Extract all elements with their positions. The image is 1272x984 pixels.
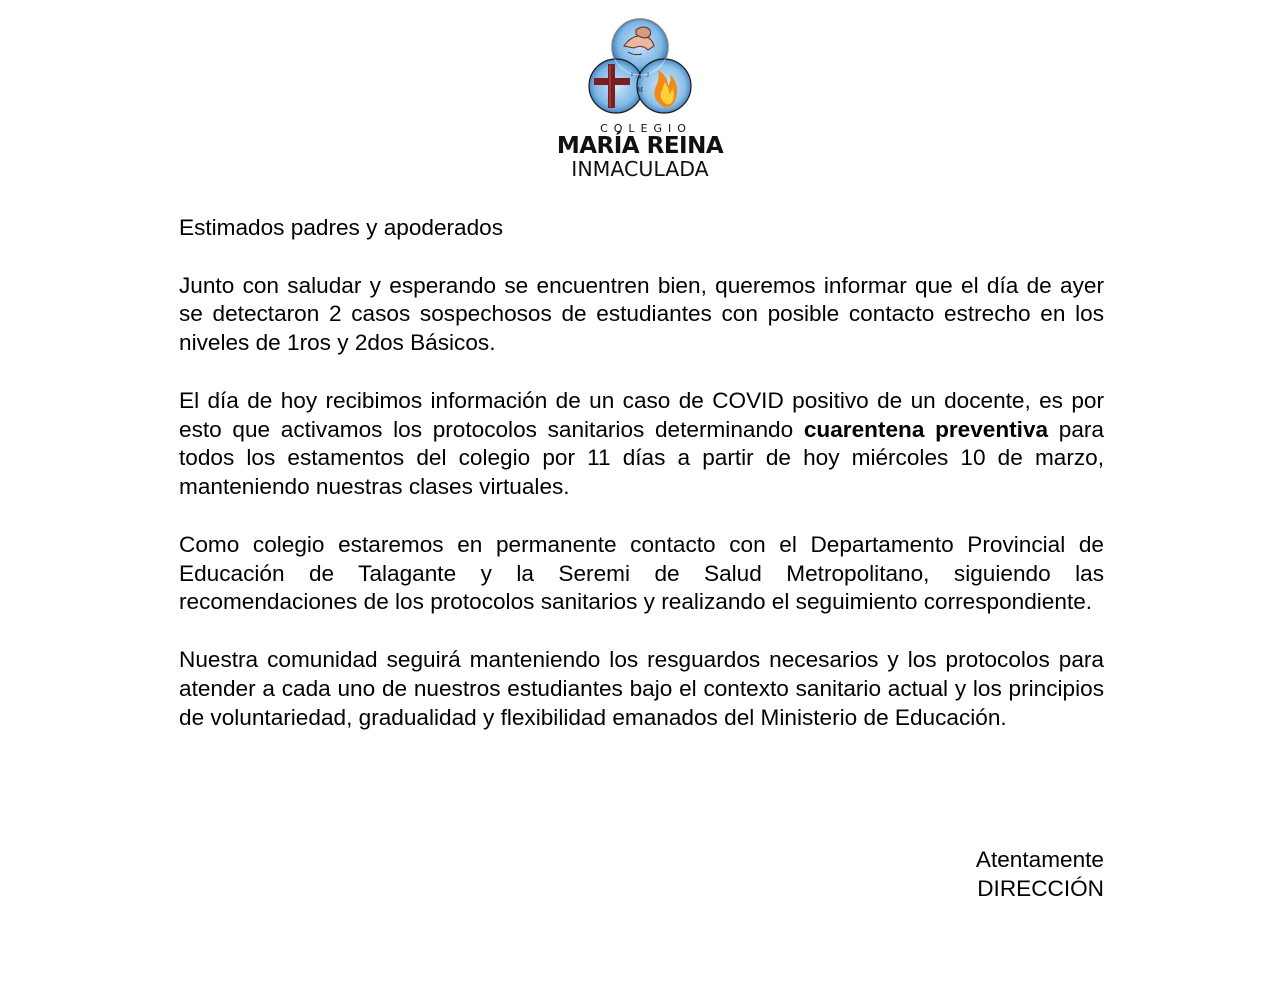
paragraph-2-text-b: para todos los estamentos del colegio por 11 días a partir de hoy miércoles 10 de marzo, manteniendo nuestras clases virtuales. bbox=[179, 416, 1104, 500]
paragraph-2-text-a: El día de hoy recibimos información de un caso de COVID positivo de un docente, es por esto que activamos los protocolos sanitarios determinando bbox=[179, 387, 1104, 442]
svg-text:J: J bbox=[646, 72, 650, 78]
paragraph-1: Junto con saludar y esperando se encuentren bien, queremos informar que el día de ayer se detectaron 2 casos sospechosos de estudiantes con posible contacto estrecho en los niveles de 1ros y 2dos Básicos. bbox=[179, 272, 1104, 356]
svg-text:I: I bbox=[638, 73, 642, 80]
logo-emblem-icon bbox=[584, 16, 696, 116]
paragraph-3: Como colegio estaremos en permanente contacto con el Departamento Provincial de Educación de Talagante y la Seremi de Salud Metropolitano, siguiendo las recomendaciones de los protocolos sanitarios y realizando el seguimiento correspondiente. bbox=[179, 531, 1104, 615]
logo-text-maria-reina: MARÍA REINA bbox=[556, 133, 724, 159]
svg-text:M: M bbox=[636, 87, 644, 94]
school-logo bbox=[540, 14, 740, 184]
greeting: Estimados padres y apoderados bbox=[179, 215, 504, 240]
paragraph-2 bbox=[179, 387, 1104, 502]
signoff bbox=[976, 846, 1104, 904]
paragraph-4: Nuestra comunidad seguirá manteniendo los resguardos necesarios y los protocolos para atender a cada uno de nuestros estudiantes bajo el contexto sanitario actual y los principios de voluntariedad, gradualidad y flexibilidad emanados del Ministerio de Educación. bbox=[179, 646, 1104, 730]
svg-text:I: I bbox=[631, 72, 633, 78]
logo-left-circle bbox=[589, 59, 643, 113]
letter-body bbox=[179, 214, 1104, 732]
logo-text-inmaculada: INMACULADA bbox=[571, 157, 709, 181]
paragraph-2-bold: cuarentena preventiva bbox=[803, 416, 1049, 442]
logo-text-colegio: COLEGIO bbox=[600, 122, 692, 135]
closing: Atentamente bbox=[975, 847, 1104, 872]
signature: DIRECCIÓN bbox=[977, 875, 1104, 901]
